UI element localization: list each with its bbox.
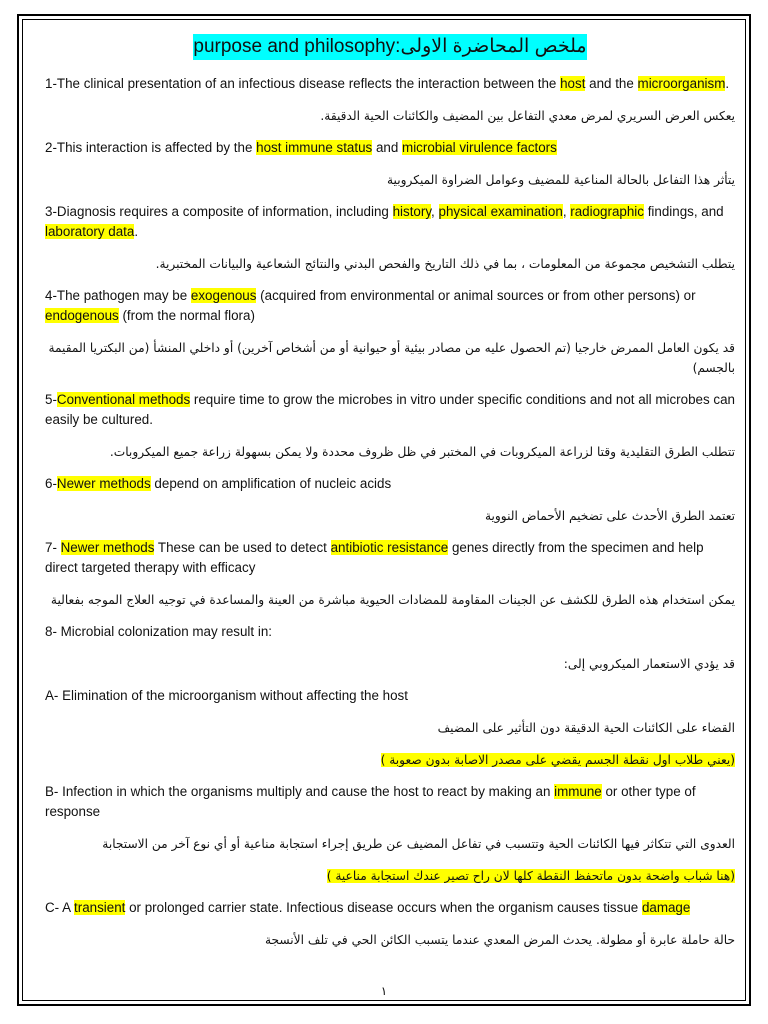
- point-4-en: 4-The pathogen may be exogenous (acquired from environmental or animal sources or from other persons) or endogenous (from the normal flora): [45, 288, 696, 323]
- title-english: purpose and philosophy: [193, 36, 396, 57]
- point-1-ar: يعكس العرض السريري لمرض معدي التفاعل بين المضيف والكائنات الحية الدقيقة.: [320, 109, 735, 123]
- highlight: host: [560, 76, 586, 91]
- point-b-note: (هنا شباب واضحة بدون ماتحفظ النقطة كلها لان راح تصير عندك استجابة مناعية ): [326, 869, 735, 883]
- point-a-note: (يعني طلاب اول نقطة الجسم يقضي على مصدر الاصابة بدون صعوبة ): [380, 753, 735, 767]
- page-title: [193, 34, 586, 60]
- point-c-ar: حالة حاملة عابرة أو مطولة. يحدث المرض المعدي عندما يتسبب الكائن الحي في تلف الأنسجة: [264, 933, 735, 947]
- point-2-ar: يتأثر هذا التفاعل بالحالة المناعية للمضيف وعوامل الضراوة الميكروبية: [387, 173, 735, 187]
- point-b-ar: العدوى التي تتكاثر فيها الكائنات الحية وتتسبب في تفاعل المضيف عن طريق إجراء استجابة مناعية أو أي نوع آخر من الاستجابة: [102, 837, 735, 851]
- highlight: microorganism: [637, 76, 726, 91]
- point-4-ar: قد يكون العامل الممرض خارجيا (تم الحصول عليه من مصادر بيئية أو حيوانية أو من أشخاص آخرين) أو داخلي المنشأ (من البكتريا المقيمة بالجسم): [48, 341, 735, 375]
- page-number: ١: [380, 984, 388, 998]
- point-c-en: C- A transient or prolonged carrier state. Infectious disease occurs when the organism causes tissue damage: [45, 900, 691, 915]
- point-7-ar: يمكن استخدام هذه الطرق للكشف عن الجينات المقاومة للمضادات الحيوية مباشرة من العينة والمساعدة في توجيه العلاج الموجه بفعالية: [50, 593, 735, 607]
- highlight: endogenous: [45, 308, 119, 323]
- point-1-en: 1-The clinical presentation of an infectious disease reflects the interaction between the host and the microorganism.: [45, 76, 730, 91]
- highlight: exogenous: [190, 288, 257, 303]
- highlight: damage: [641, 900, 691, 915]
- highlight: history: [392, 204, 432, 219]
- highlight: host immune status: [256, 140, 373, 155]
- point-7-en: 7- Newer methods These can be used to detect antibiotic resistance genes directly from the specimen and help direct targeted therapy with efficacy: [45, 540, 704, 575]
- highlight: immune: [554, 784, 602, 799]
- highlight: Newer methods: [60, 540, 155, 555]
- highlight: Conventional methods: [56, 392, 191, 407]
- point-8-en: 8- Microbial colonization may result in:: [45, 624, 272, 639]
- point-a-ar: القضاء على الكائنات الحية الدقيقة دون التأثير على المضيف: [437, 721, 735, 735]
- point-6-en: 6-Newer methods depend on amplification of nucleic acids: [45, 476, 392, 491]
- title-arabic: :ملخص المحاضرة الاولى: [395, 36, 587, 57]
- point-a-en: A- Elimination of the microorganism without affecting the host: [45, 688, 408, 703]
- title-row: [45, 34, 735, 60]
- point-b-en: B- Infection in which the organisms multiply and cause the host to react by making an immune or other type of response: [45, 784, 696, 819]
- highlight: laboratory data: [45, 224, 135, 239]
- document-body: [45, 34, 735, 962]
- highlight: antibiotic resistance: [330, 540, 449, 555]
- point-8-ar: قد يؤدي الاستعمار الميكروبي إلى:: [563, 657, 735, 671]
- point-5-en: 5-Conventional methods require time to grow the microbes in vitro under specific conditions and not all microbes can easily be cultured.: [45, 392, 735, 427]
- point-3-ar: يتطلب التشخيص مجموعة من المعلومات ، بما في ذلك التاريخ والفحص البدني والنتائج الشعاعية والبيانات المختبرية.: [155, 257, 735, 271]
- point-2-en: 2-This interaction is affected by the host immune status and microbial virulence factors: [45, 140, 557, 155]
- highlight: Newer methods: [56, 476, 151, 491]
- point-6-ar: تعتمد الطرق الأحدث على تضخيم الأحماض النووية: [485, 509, 735, 523]
- highlight: physical examination: [438, 204, 563, 219]
- point-5-ar: تتطلب الطرق التقليدية وقتا لزراعة الميكروبات في المختبر في ظل ظروف محددة ولا يمكن بسهولة زراعة جميع الميكروبات.: [109, 445, 735, 459]
- highlight: radiographic: [570, 204, 644, 219]
- highlight: transient: [74, 900, 126, 915]
- highlight: microbial virulence factors: [402, 140, 557, 155]
- point-3-en: 3-Diagnosis requires a composite of information, including history, physical examination, radiographic findings, and laboratory data.: [45, 204, 724, 239]
